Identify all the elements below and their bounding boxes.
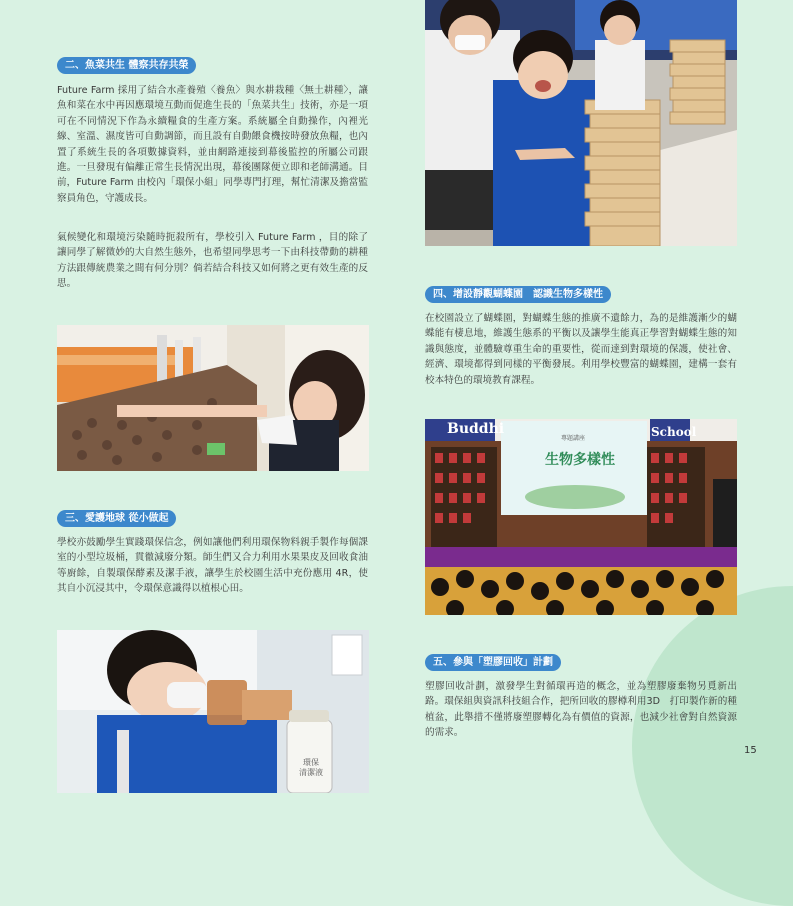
section-3-heading: 三、愛護地球 從小做起 bbox=[57, 510, 176, 527]
section-5-paragraph: 塑膠回收計劃，激發學生對循環再造的概念，並為塑膠廢棄物另覓新出路。環保組與資訊科技組合作，把所回收的膠樽利用3D 打印製作新的種植盆，此舉措不僅將廢塑膠轉化為有價值的資源，也減少社會對自然資源的需求。 bbox=[425, 681, 737, 739]
photo-boys-jenga-tower bbox=[425, 0, 737, 246]
section-4-paragraph: 在校園設立了蝴蝶園，對蝴蝶生態的推廣不遺餘力，為的是維護漸少的蝴蝶能有棲息地，維護生態系的平衡以及讓學生能真正學習對蝴蝶生態的知識與態度，並體驗尊重生命的重要性，從而達到對環境的保護，使社會、經濟、環境都得到同樣的平衡發展。利用學校豐富的蝴蝶園，建構一套有校本特色的環境教育課程。 bbox=[425, 313, 737, 386]
jar-label: 環保 清潔液 bbox=[299, 758, 323, 777]
screen-subtitle: 專題講座 bbox=[561, 435, 586, 442]
hall-sign-left: Buddhi bbox=[447, 421, 505, 437]
photo-boy-pouring-liquid bbox=[57, 630, 369, 793]
hall-sign-right: School bbox=[651, 425, 697, 439]
section-3-paragraph: 學校亦鼓勵學生實踐環保信念，例如讓他們利用環保物料親手製作每個課室的小型垃圾桶，貫徹減廢分類。師生們又合力利用水果果皮及回收食油等廚餘，自製環保酵素及潔手液，讓學生於校園生活中充份應用 4R，使其自小沉浸其中，令環保意識得以植根心田。 bbox=[57, 537, 368, 595]
photo-biodiversity-talk-hall bbox=[425, 419, 737, 615]
section-2-paragraph-2: 氣候變化和環境污染隨時扼殺所有，學校引入 Future Farm ，目的除了讓同學了解微妙的大自然生態外，也希望同學思考一下由科技帶動的耕種方法跟傳統農業之間有何分別？倘若結合科技又如何將之更有效生產的反思。 bbox=[57, 232, 368, 290]
decorative-circle bbox=[632, 586, 793, 906]
section-2-heading: 二、魚菜共生 體察共存共榮 bbox=[57, 57, 196, 74]
section-4-heading: 四、增設靜觀蝴蝶園 認識生物多樣性 bbox=[425, 286, 611, 303]
screen-title: 生物多樣性 bbox=[545, 452, 615, 468]
page-number: 15 bbox=[744, 745, 757, 756]
section-2-paragraph-1: Future Farm 採用了結合水產養殖〈養魚〉與水耕栽種〈無土耕種〉，讓魚和菜在水中再因應環境互動而促進生長的「魚菜共生」技術，亦是一項可在不同情況下作為永續糧食的生產方案。系統屬全自動操作，內裡光線、室溫、濕度皆可自動調節，而且設有自動餵食機按時發放魚糧，也內置了系統生長的各項數據資料，並由網路連接到幕後監控的所屬公司跟進。一旦發現有偏離正常生長情況出現，幕後團隊便立即和老師溝通。目前，Future Farm 由校內「環保小組」同學專門打理，幫忙清潔及擔當監察員角色，守護成長。 bbox=[57, 85, 368, 204]
section-5-heading: 五、參與「塑膠回收」計劃 bbox=[425, 654, 561, 671]
photo-girl-future-farm bbox=[57, 325, 369, 471]
